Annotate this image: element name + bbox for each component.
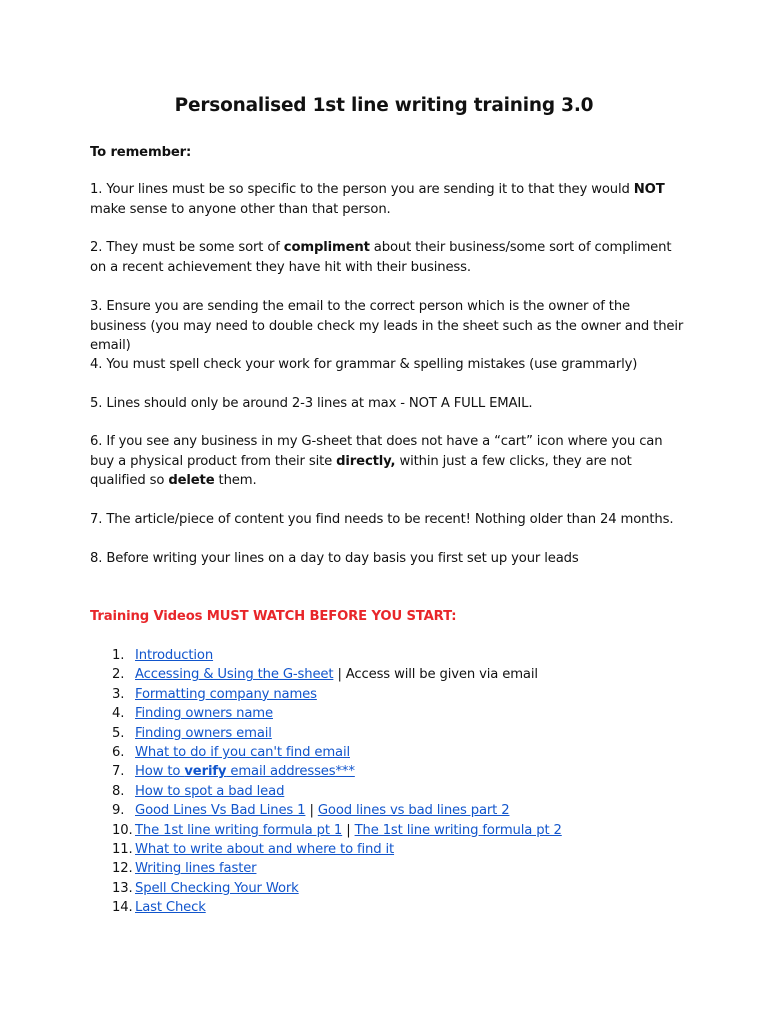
rule-item-3 (90, 297, 690, 356)
rule-item-1 (90, 180, 690, 219)
remember-heading: To remember: (90, 145, 192, 160)
list-number: 6. (112, 744, 125, 760)
rule-text: 4. You must spell check your work for grammar & spelling mistakes (use grammarly) (90, 357, 638, 372)
list-number: 12. (112, 861, 133, 877)
rule-text: 1. Your lines must be so specific to the person you are sending it to that they would (90, 182, 634, 197)
list-item (90, 782, 690, 801)
link-text: How to (135, 764, 185, 780)
video-link-formula-pt1[interactable]: The 1st line writing formula pt 1 (135, 822, 343, 838)
list-item (90, 898, 690, 917)
list-number: 10. (112, 822, 133, 838)
video-link-bad-lead[interactable]: How to spot a bad lead (135, 783, 285, 799)
video-link-good-vs-bad-2[interactable]: Good lines vs bad lines part 2 (317, 803, 510, 819)
list-item (90, 859, 690, 878)
list-item (90, 801, 690, 820)
video-link-owners-email[interactable]: Finding owners email (135, 725, 272, 741)
rule-item-4 (90, 355, 690, 375)
list-number: 3. (112, 686, 125, 702)
rule-item-5 (90, 394, 690, 414)
link-emphasis: verify (184, 764, 227, 780)
rule-item-6 (90, 432, 690, 491)
list-item (90, 821, 690, 840)
link-separator: | (305, 803, 318, 819)
list-number: 8. (112, 783, 125, 799)
list-item (90, 704, 690, 723)
list-number: 14. (112, 900, 133, 916)
list-item (90, 665, 690, 684)
list-item (90, 879, 690, 898)
rule-text: 2. They must be some sort of (90, 240, 284, 255)
rule-text: them. (214, 473, 257, 489)
video-link-formula-pt2[interactable]: The 1st line writing formula pt 2 (354, 822, 562, 838)
list-number: 13. (112, 880, 133, 896)
training-videos-list (90, 646, 690, 917)
list-number: 5. (112, 725, 125, 741)
page-title: Personalised 1st line writing training 3.0 (174, 95, 594, 116)
link-separator: | (342, 822, 355, 838)
list-item (90, 685, 690, 704)
rule-text: 8. Before writing your lines on a day to day basis you first set up your leads (90, 551, 579, 566)
video-link-g-sheet[interactable]: Accessing & Using the G-sheet (135, 667, 334, 683)
video-link-formatting[interactable]: Formatting company names (135, 686, 317, 702)
rule-item-2 (90, 238, 690, 277)
video-link-good-vs-bad-1[interactable]: Good Lines Vs Bad Lines 1 (135, 803, 306, 819)
rule-item-8 (90, 549, 690, 569)
rule-text: 5. Lines should only be around 2-3 lines at max - NOT A FULL EMAIL. (90, 396, 533, 411)
list-number: 11. (112, 841, 133, 857)
video-link-cant-find-email[interactable]: What to do if you can't find email (135, 744, 350, 760)
list-item (90, 743, 690, 762)
rule-text: 3. Ensure you are sending the email to the correct person which is the owner of the business (you may need to double check my leads in the sheet such as the owner and their email) (90, 299, 684, 354)
link-text: email addresses*** (226, 764, 355, 780)
rule-text: 6. If you see any business in my G-sheet that does not have a “cart” icon where you can buy a physical product from their site (90, 434, 663, 469)
list-number: 7. (112, 764, 125, 780)
rule-emphasis: directly, (336, 453, 396, 469)
rule-text: 7. The article/piece of content you find needs to be recent! Nothing older than 24 months. (90, 512, 674, 527)
access-note: | Access will be given via email (333, 667, 538, 683)
video-link-last-check[interactable]: Last Check (135, 900, 206, 916)
rule-emphasis: NOT (633, 182, 665, 197)
video-link-what-to-write[interactable]: What to write about and where to find it (135, 841, 395, 857)
rule-text: about their business/some sort of compliment on a recent achievement they have hit with their business. (90, 240, 672, 275)
list-item (90, 840, 690, 859)
rule-emphasis: delete (168, 473, 215, 489)
list-number: 9. (112, 803, 125, 819)
rule-item-7 (90, 510, 690, 530)
videos-heading: Training Videos MUST WATCH BEFORE YOU START: (90, 609, 457, 624)
list-item (90, 762, 690, 781)
video-link-verify-email[interactable] (135, 764, 355, 779)
rule-text: within just a few clicks, they are not qualified so (90, 453, 632, 489)
rule-text: make sense to anyone other than that person. (90, 201, 391, 217)
list-number: 1. (112, 648, 125, 663)
list-number: 4. (112, 706, 125, 722)
video-link-writing-faster[interactable]: Writing lines faster (135, 861, 257, 877)
list-item (90, 646, 690, 665)
video-link-introduction[interactable]: Introduction (135, 648, 214, 663)
list-number: 2. (112, 667, 125, 683)
video-link-spell-checking[interactable]: Spell Checking Your Work (135, 880, 299, 896)
list-item (90, 724, 690, 743)
video-link-owners-name[interactable]: Finding owners name (135, 706, 273, 722)
rule-emphasis: compliment (283, 240, 370, 255)
